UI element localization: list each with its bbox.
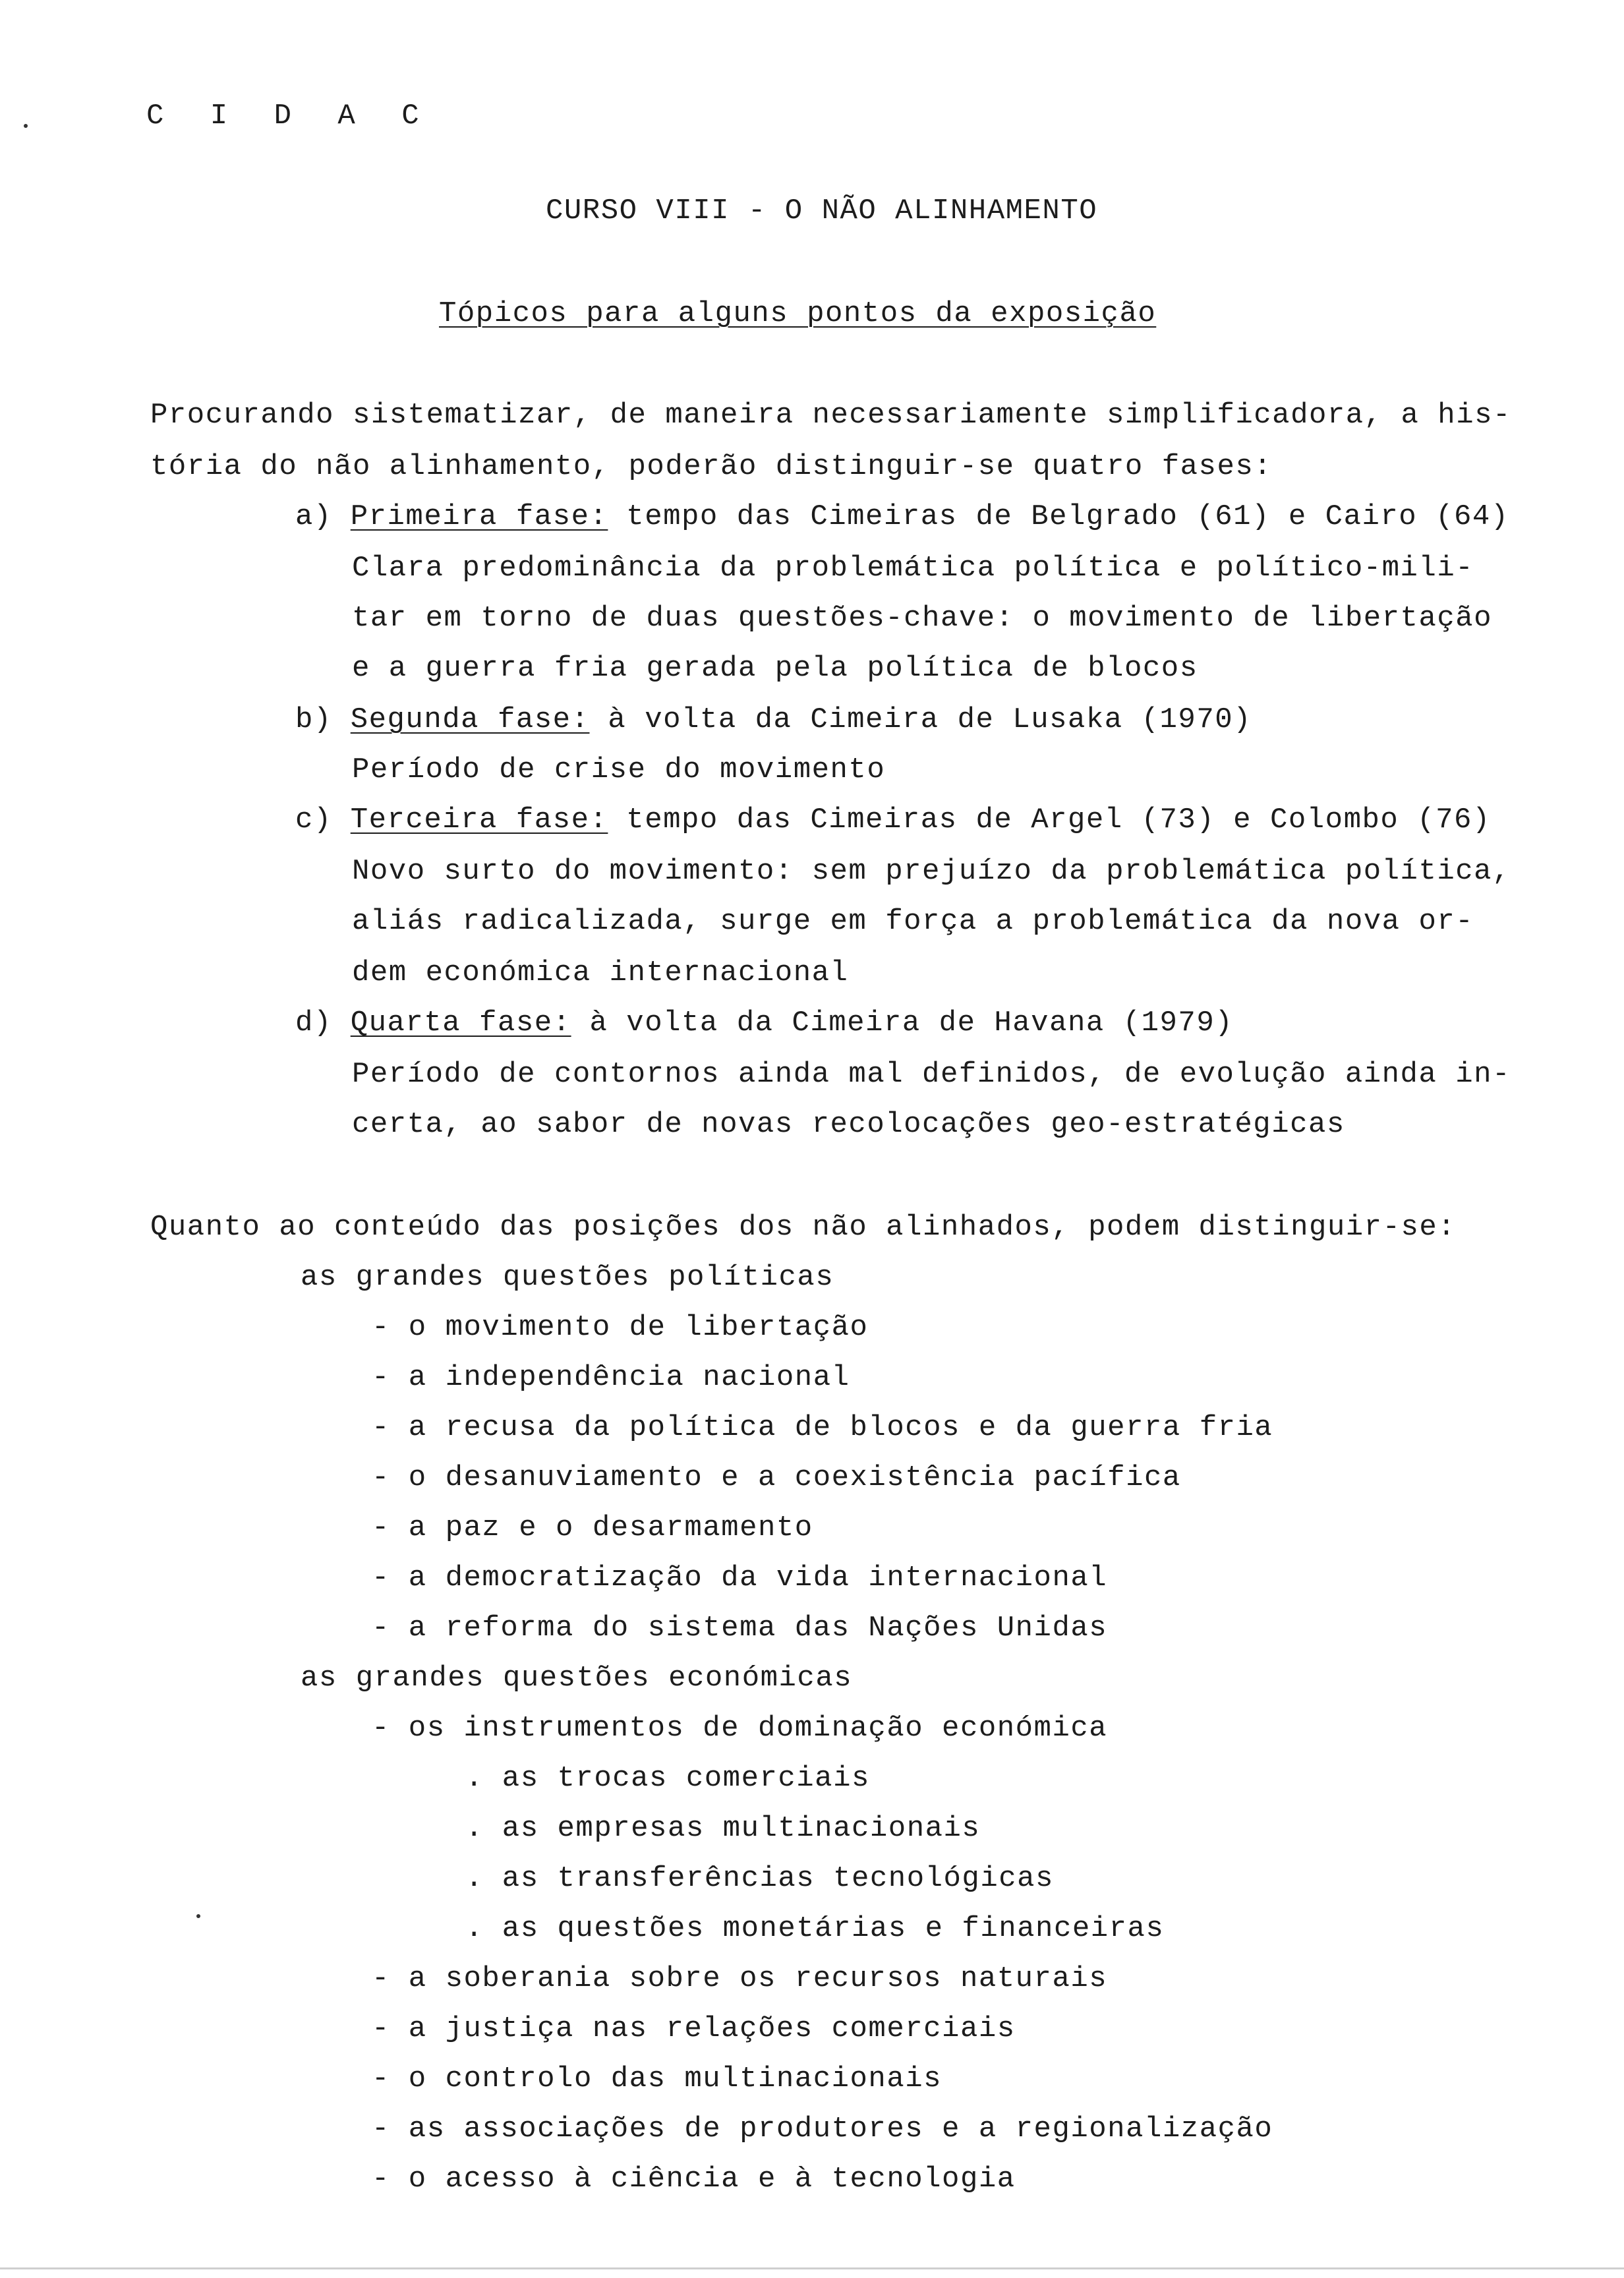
economic-item: - as associações de produtores e a regionalização (372, 2113, 1273, 2146)
phase-letter: d) (295, 1007, 332, 1039)
political-item: - a recusa da política de blocos e da guerra fria (372, 1411, 1273, 1444)
content-intro: Quanto ao conteúdo das posições dos não alinhados, podem distinguir-se: (150, 1211, 1457, 1244)
phase-desc-line: Período de contornos ainda mal definidos, de evolução ainda in- (352, 1058, 1511, 1091)
phase-name: Segunda fase: (350, 703, 590, 736)
economic-item: - os instrumentos de dominação económica (372, 1712, 1108, 1745)
economic-sub-item: . as trocas comerciais (465, 1762, 870, 1795)
scan-speck (24, 124, 28, 128)
phase-desc-line: e a guerra fria gerada pela política de blocos (352, 652, 1198, 685)
intro-line: tória do não alinhamento, poderão distinguir-se quatro fases: (150, 450, 1273, 483)
phase-item-b (295, 700, 1252, 740)
scan-speck (196, 1914, 200, 1918)
phase-letter: b) (295, 703, 332, 736)
phase-summary: à volta da Cimeira de Havana (1979) (571, 1007, 1234, 1039)
phase-summary: tempo das Cimeiras de Belgrado (61) e Cairo (64) (608, 500, 1509, 533)
phase-name: Terceira fase: (350, 803, 608, 836)
economic-item: - o acesso à ciência e à tecnologia (372, 2163, 1016, 2196)
economic-item: - o controlo das multinacionais (372, 2062, 942, 2095)
phase-item-c (295, 800, 1491, 840)
political-item: - a democratização da vida internacional (372, 1562, 1108, 1594)
phase-letter: a) (295, 500, 332, 533)
phase-name: Primeira fase: (350, 500, 608, 533)
political-item: - o movimento de libertação (372, 1311, 869, 1344)
phase-desc-line: dem económica internacional (352, 956, 849, 989)
phase-desc-line: Clara predominância da problemática política e político-mili- (352, 552, 1474, 585)
political-heading: as grandes questões políticas (301, 1261, 834, 1294)
phase-desc-line: Novo surto do movimento: sem prejuízo da problemática política, (352, 855, 1511, 888)
political-item: - a independência nacional (372, 1361, 850, 1394)
economic-heading: as grandes questões económicas (301, 1662, 853, 1695)
intro-line: Procurando sistematizar, de maneira necessariamente simplificadora, a his- (150, 399, 1511, 432)
course-title: CURSO VIII - O NÃO ALINHAMENTO (546, 194, 1098, 227)
economic-sub-item: . as empresas multinacionais (465, 1812, 981, 1845)
economic-item: - a soberania sobre os recursos naturais (372, 1962, 1108, 1995)
economic-sub-item: . as transferências tecnológicas (465, 1862, 1054, 1895)
phase-item-d (295, 1003, 1233, 1043)
phase-desc-line: Período de crise do movimento (352, 753, 886, 786)
political-item: - a paz e o desarmamento (372, 1511, 813, 1544)
political-item: - a reforma do sistema das Nações Unidas (372, 1612, 1108, 1645)
phase-desc-line: aliás radicalizada, surge em força a problemática da nova or- (352, 905, 1474, 938)
scan-edge-divider (0, 2267, 1624, 2269)
document-subtitle: Tópicos para alguns pontos da exposição (439, 297, 1157, 330)
phase-name: Quarta fase: (350, 1007, 571, 1039)
phase-summary: à volta da Cimeira de Lusaka (1970) (589, 703, 1252, 736)
political-item: - o desanuviamento e a coexistência pacífica (372, 1461, 1181, 1494)
phase-desc-line: tar em torno de duas questões-chave: o movimento de libertação (352, 602, 1493, 635)
phase-summary: tempo das Cimeiras de Argel (73) e Colombo (76) (608, 803, 1491, 836)
economic-sub-item: . as questões monetárias e financeiras (465, 1912, 1165, 1945)
economic-item: - a justiça nas relações comerciais (372, 2012, 1016, 2045)
phase-letter: c) (295, 803, 332, 836)
org-name: C I D A C (146, 100, 434, 132)
phase-item-a (295, 497, 1509, 537)
phase-desc-line: certa, ao sabor de novas recolocações geo-estratégicas (352, 1108, 1345, 1141)
